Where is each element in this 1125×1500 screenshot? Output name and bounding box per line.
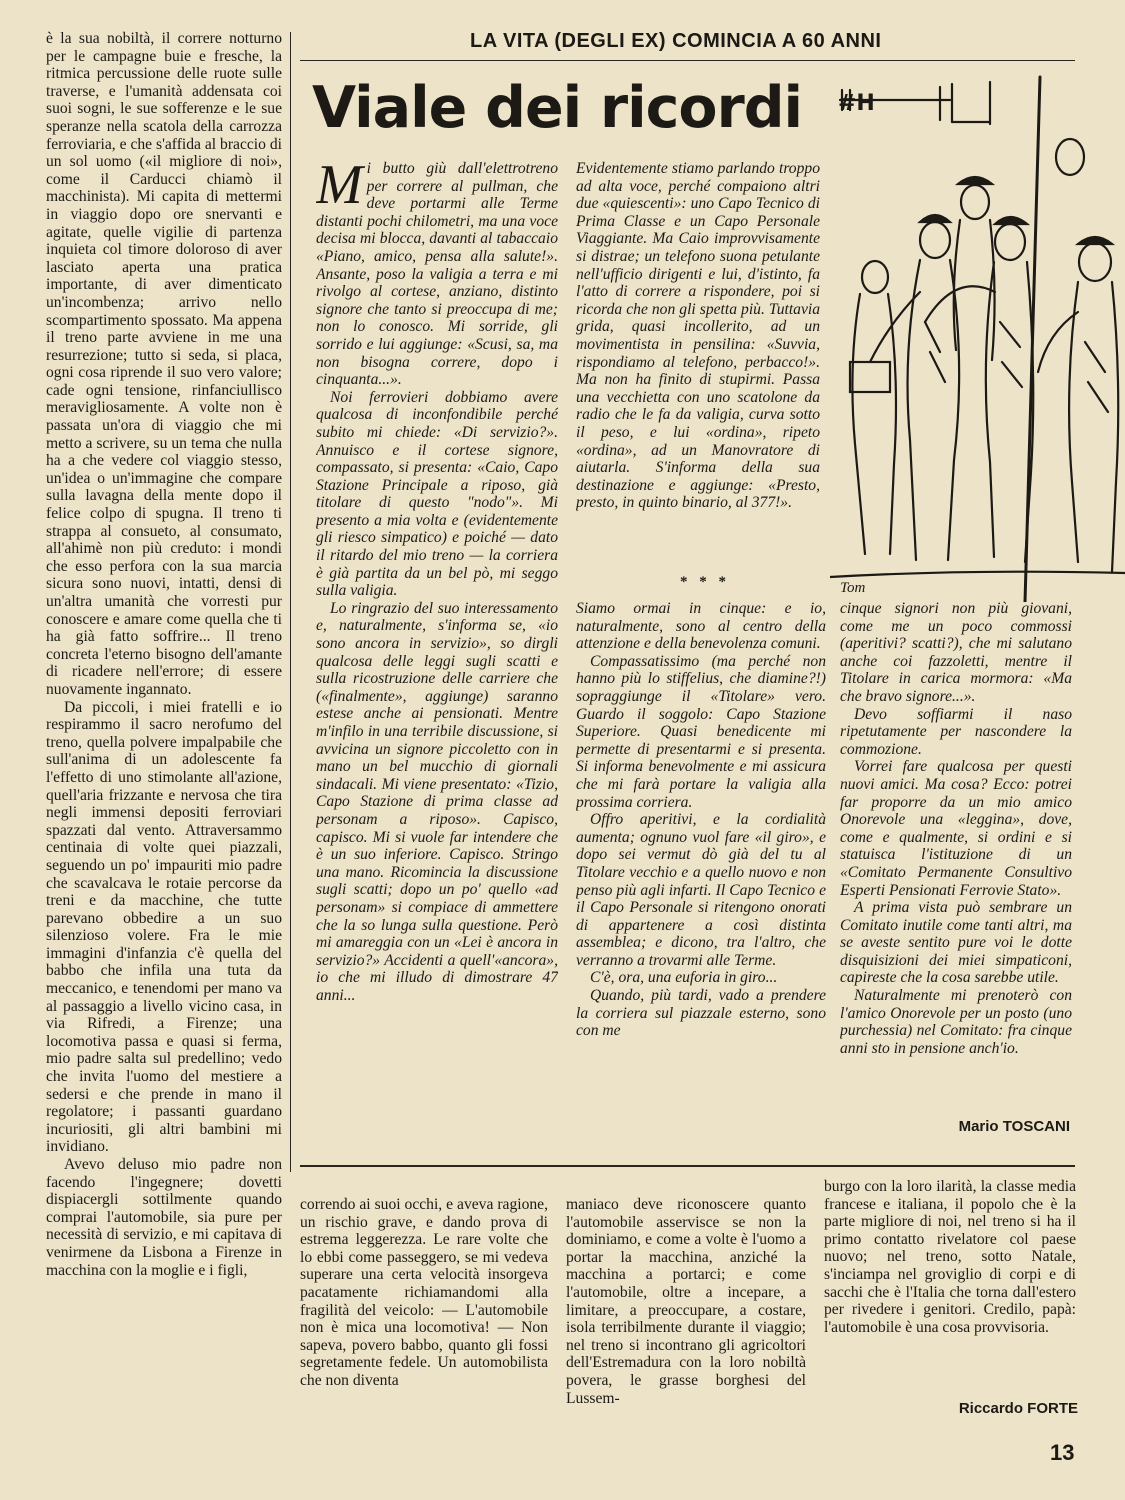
article-lead <box>316 160 558 389</box>
article-paragraph: cinque signori non più giovani, come me un poco commossi (aperitivi? scatti?), che mi salutano anche coi fazzoletti, mentre il Titolare in carica mormora: «Ma che bravo signore...». <box>840 600 1072 705</box>
article-paragraph: A prima vista può sembrare un Comitato inutile come tanti altri, ma se aveste sentito pure voi le dotte disquisizioni dei miei simpaticoni, capireste che la cosa sarebbe utile. <box>840 899 1072 987</box>
article-paragraph: Quando, più tardi, vado a prendere la corriera sul piazzale esterno, sono con me <box>576 987 826 1040</box>
section-separator: * * * <box>680 574 730 590</box>
article-paragraph: Devo soffiarmi il naso ripetutamente per nascondere la commozione. <box>840 705 1072 758</box>
drop-cap: M <box>316 160 363 216</box>
article-paragraph: Vorrei fare qualcosa per questi nuovi amici. Ma cosa? Ecco: potrei far proporre da un mio amico Onorevole una «leggina», dove, come e qualmente, si ordini e si statuisca l'istituzione di un «Comitato Permanente Consultivo Esperti Pensionati Ferrovie Stato». <box>840 758 1072 899</box>
article-lead-text: i butto giù dall'elettrotreno per correre al pullman, che deve portarmi alle Terme distanti pochi chilometri, ma una voce decisa mi blocca, davanti al tabaccaio «Piano, amico, pensa alla salute!». Ansante, poso la valigia a terra e mi rivolgo al cortese, anziano, distinto signore che tanto si preoccupa di me; non lo conosco. Mi sorride, gli sorrido e lui aggiunge: «Scusi, sa, ma non bisogna correre, dopo i cinquanta...». <box>316 160 558 389</box>
article-column-2 <box>576 160 820 580</box>
sign-text: #H <box>838 91 875 116</box>
artist-signature: Tom <box>840 580 866 596</box>
article-paragraph: Lo ringrazio del suo interessamento e, naturalmente, s'informa se, «io sono ancora in servizio», so dirgli qualcosa delle leggi sugli scatti e sulla ricostruzione delle carriere che («finalmente», aggiunge) saranno estese anche ai pensionati. Mentre m'infilo in una terribile discussione, si avvicina un signore piccoletto con in mano un bel mucchio di giornali sindacali. Mi viene presentato: «Tizio, Capo Stazione di prima classe ad personam a riposo». Capisco, capisco. Mi si vuole far intendere che è un suo inferiore. Capisco. Stringo una mano. Ricomincia la discussione sugli scatti; dopo un po' quello «ad personam» si compiace di ammettere che la so lunga sulla questione. Però mi amareggia con un «Lei è ancora in servizio?» Accidenti a quell'«ancora», io che mi illudo di dimostrare 47 anni... <box>316 599 558 1004</box>
header-rule <box>300 60 1075 61</box>
bottom-column-1: correndo ai suoi occhi, e aveva ragione, un rischio grave, e dando prova di estrema leggerezza. Le rare volte che lo ebbi come passeggero, se mi vedeva superare una certa velocità insorgeva pacatamente richiamandomi alla fragilità del veicolo: — L'automobile non è mica una locomotiva! — Non sapeva, povero babbo, quanto gli fossi segretamente fedele. Un automobilista che non diventa <box>300 1196 548 1389</box>
kicker: LA VITA (DEGLI EX) COMINCIA A 60 ANNI <box>470 30 882 52</box>
article-column-3 <box>576 600 826 1160</box>
article-column-4 <box>840 600 1072 1130</box>
article-column-1 <box>316 160 558 1150</box>
article-paragraph: Offro aperitivi, e la cordialità aumenta; ognuno vuol fare «il giro», e dopo sei vermut dò già del tu al Titolare vecchio e a quello nuovo e non penso più agli infarti. Il Capo Tecnico e il Capo Personale si ritengono onorati di appartenere a così distinta assemblea; e dicono, tra l'altro, che verranno a trovarmi alle Terme. <box>576 811 826 969</box>
left-paragraph-3: Avevo deluso mio padre non facendo l'ingegnere; dovetti dispiacergli sottilmente quando comprai l'automobile, sia pure per necessità di servizio, e mi capitava di venirmene da Lisbona a Firenze in macchina con la moglie e i figli, <box>46 1156 282 1279</box>
author-signature: Mario TOSCANI <box>958 1118 1070 1135</box>
article-paragraph: Naturalmente mi prenoterò con l'amico Onorevole per un posto (uno purchessia) nel Comitato: fra cinque anni sto in pensione anch'io. <box>840 987 1072 1057</box>
article-paragraph: Siamo ormai in cinque: e io, naturalmente, sono al centro della attenzione e della benevolenza comuni. <box>576 600 826 653</box>
article-paragraph: C'è, ora, una euforia in giro... <box>590 969 778 987</box>
left-column <box>46 30 282 1430</box>
bottom-column-3: burgo con la loro ilarità, la classe media francese e italiana, il popolo che è la parte migliore di noi, nel treno si ha il primo contatto rivelatore col paese nuovo; nel treno, sotto Natale, s'inciampa nel groviglio di corpi e di sacchi che è l'Italia che torna dall'estero per rivedere i genitori. Credilo, papà: l'automobile è una cosa provvisoria. <box>824 1178 1076 1336</box>
left-paragraph-2: Da piccoli, i miei fratelli e io respirammo il sacro nerofumo del treno, quella polvere impalpabile che sull'anima di un adolescente fa l'effetto di uno stimolante all'azione, quell'aria frizzante e nervosa che tira negli immensi depositi ferroviari spazzati dal vento. Attraversammo centinaia di volte quei piazzali, seguendo un po' impauriti mio padre che scavalcava le rotaie percorse da treni e da macchine, che tutte parevano obbedire a un suo silenzioso volere. Fra le mie immagini d'infanzia c'è quella del babbo che infila una tuta da meccanico, e tenendomi per mano va al passaggio a livello vicino casa, in via Rifredi, a Firenze; una locomotiva passa e quasi si ferma, mio padre salta sul predellino; vedo che invita l'uomo del mestiere a sedersi e che prende in mano il regolatore; i passanti guardano incuriositi, gli altri bambini mi invidiano. <box>46 698 282 1156</box>
article-paragraph: Compassatissimo (ma perché non hanno più lo stiffelius, che diamine?!) sopraggiunge il «Titolare» vero. Guardo il soggolo: Capo Stazione Superiore. Quasi benedicente mi permette di presentarmi e si presenta. Si informa benevolmente e mi assicura che mi farà portare la valigia alla prossima corriera. <box>576 652 826 811</box>
page-title: Viale dei ricordi <box>312 75 803 141</box>
column-rule-horizontal <box>300 1165 1075 1167</box>
article-paragraph: Noi ferrovieri dobbiamo avere qualcosa di inconfondibile perché subito mi chiede: «Di servizio?». Annuisco e il cortese signore, compassato, si presenta: «Caio, Capo Stazione Principale a riposo, già titolare di questo "nodo"». Mi presento a mia volta e (evidentemente gli riesco simpatico) e poiché — dato il ritardo del mio treno — la corriera è già partita da un bel pò, mi seggo sulla valigia. <box>316 388 558 600</box>
cartoon-illustration <box>830 62 1125 602</box>
bottom-column-2: maniaco deve riconoscere quanto l'automobile asservisce se non la dominiamo, e come a volte è l'uomo a portar la macchina, anziché la macchina a portarci; e come l'automobile, oltre a incepare, a limitare, a preoccupare, a costare, isola terribilmente durante il viaggio; nel treno si incontrano gli agricoltori dell'Estremadura con la loro nobiltà povera, le grasse borghesi del Lussem- <box>566 1196 806 1407</box>
author-signature-2: Riccardo FORTE <box>958 1400 1078 1417</box>
page-number: 13 <box>1050 1440 1075 1465</box>
article-paragraph: Evidentemente stiamo parlando troppo ad alta voce, perché compaiono altri due «quiescenti»: uno Capo Tecnico di Prima Classe e un Capo Personale Viaggiante. Ma Caio improvvisamente si distrae; un telefono suona petulante nell'ufficio dirigenti e lui, d'istinto, fa l'atto di correre a rispondere, poi si ricorda che non gli spetta più. Tuttavia grida, quasi incollerito, ad un movimentista in pensilina: «Suvvia, rispondiamo al telefono, perbacco!». Ma non ha finito di stupirmi. Passa una vecchietta con uno scatolone da radio che le fa da valigia, curva sotto il peso, e lui «ordina», ripeto «ordina», ad un Manovratore di aiutarla. S'informa della sua destinazione e aggiunge: «Presto, presto, in quinto binario, al 377!». <box>576 160 820 512</box>
left-paragraph-1: è la sua nobiltà, il correre notturno per le campagne buie e fresche, la ritmica percussione delle ruote sulle traverse, e l'umanità addensata coi suoi sogni, le sue sofferenze e le sue speranze nella scatola della carrozza ferroviaria, e che s'affida al braccio di un sol uomo («il migliore di noi», come il Carducci chiamò il macchinista). Mi capita di mettermi in viaggio dopo ore snervanti e agitate, quelle vigilie di partenza inquieta col timore doloroso di aver lasciato aperta una pratica importante, di aver dimenticato un'incombenza; arrivo nello scompartimento spossato. Ma appena il treno parte avviene in me una resurrezione; tutto si seda, si placa, ogni cosa riprende il suo vero valore; cade ogni tensione, rinfanciullisco meravigliosamente. A volte non è passata un'ora di viaggio che mi metto a scrivere, su un tema che nulla ha a che vedere col viaggio stesso, un'idea o un'immagine che compare sulla lavagna della mente dopo il felice colpo di spugna. Il treno ti strappa al consueto, al consumato, all'ahimè non più creduto: i mondi che esso perfora con la sua marcia sicura sono nuovi, intatti, densi di un'altra umanità che vorresti pur conoscere e amare come quella che ti ha già fatto soffrire... Il treno concreta l'eterno bisogno dell'amante di ricadere nell'errore; di essere nuovamente ingannato. <box>46 30 282 698</box>
column-rule-vertical <box>290 32 291 1172</box>
